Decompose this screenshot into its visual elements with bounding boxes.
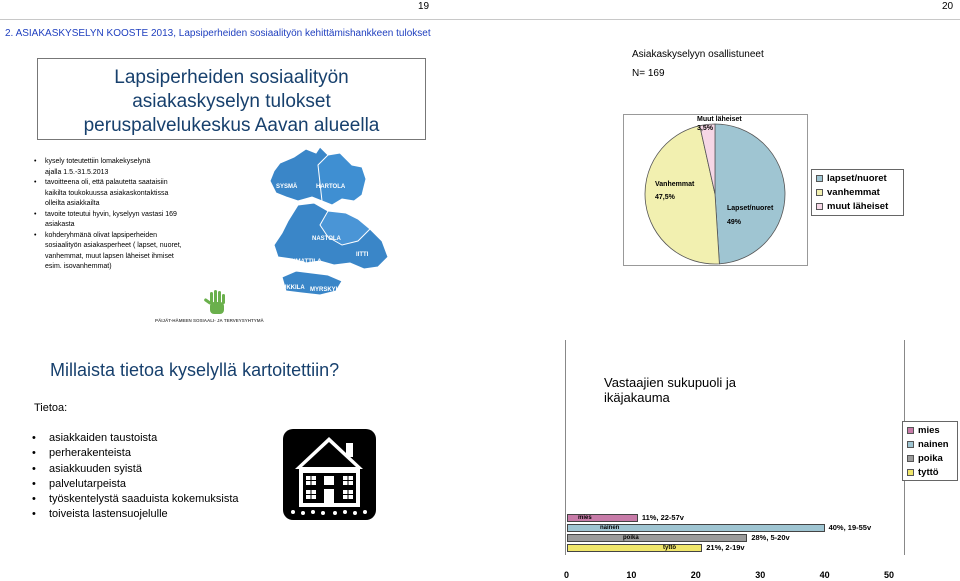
map-label-iitti: IITTI	[356, 252, 369, 258]
bar-tyttö	[567, 544, 702, 552]
slide3-bullet: • toiveista lastensuojelulle	[28, 507, 239, 522]
pie-value-vanhemmat: 47,5%	[655, 194, 675, 201]
bullet-line: • tavoite toteutui hyvin, kyselyyn vastasi 169	[45, 210, 177, 218]
bullet-line: vanhemmat, muut lapsen läheiset ihmiset	[45, 252, 174, 260]
slide1-title-line-3: peruspalvelukeskus Aavan alueella	[83, 115, 380, 136]
map-label-myrskyla: MYRSKYLÄ	[310, 287, 344, 293]
bar-value-label: 40%, 19-55v	[828, 523, 872, 532]
bar-value-label: 11%, 22-57v	[641, 513, 684, 522]
slide3-bullet: • asiakkuuden syistä	[28, 462, 239, 477]
x-tick-label: 40	[819, 570, 830, 580]
bullet-line: ajalla 1.5.-31.5.2013	[45, 168, 109, 176]
bullet-line: asiakasta	[45, 221, 75, 228]
slide3-bullet: • työskentelystä saaduista kokemuksista	[28, 492, 239, 507]
x-tick-label: 30	[755, 570, 766, 580]
bullet-line: • kysely toteutettiin lomakekyselynä	[45, 158, 151, 165]
map-label-hartola: HARTOLA	[316, 184, 346, 190]
logo-text: PÄIJÄT-HÄMEEN SOSIAALI- JA TERVEYSYHTYMÄ	[155, 318, 264, 323]
pie-n-label: N= 169	[632, 68, 665, 79]
x-tick-label: 20	[690, 570, 701, 580]
slide3-bullet: • palvelutarpeista	[28, 477, 239, 492]
legend-label: muut läheiset	[827, 201, 889, 212]
x-tick-label: 50	[884, 570, 895, 580]
map-label-nastola: NASTOLA	[312, 236, 341, 242]
bar-category-label: mies	[578, 514, 592, 521]
bar-category-label: nainen	[600, 524, 620, 531]
bar-value-label: 28%, 5-20v	[751, 533, 790, 542]
bullet-line: olleilta asiakkailta	[45, 200, 100, 207]
pie-label-muut: Muut läheiset	[697, 116, 742, 123]
page-header: 2. ASIAKASKYSELYN KOOSTE 2013, Lapsiperheiden sosiaalityön kehittämishankkeen tulokset	[5, 28, 431, 39]
page-number-right: 20	[942, 1, 954, 12]
bar-category-label: poika	[623, 534, 639, 541]
bullet-line: sosiaalityön asiakasperheet ( lapset, nuoret,	[45, 242, 182, 249]
slide1-title-line-1: Lapsiperheiden sosiaalityön	[114, 67, 349, 88]
bar-chart-title-line: Vastaajien sukupuoli ja	[604, 375, 737, 390]
legend-label: vanhemmat	[827, 187, 880, 198]
slide3-bullet: • asiakkaiden taustoista	[28, 431, 239, 446]
bullet-line: esim. isovanhemmat)	[45, 263, 112, 270]
bullet-line: • tavoitteena oli, että palautetta saataisiin	[45, 179, 168, 186]
legend-label: mies	[918, 425, 940, 436]
map-label-pukkila: PUKKILA	[278, 285, 305, 291]
pie-label-vanhemmat: Vanhemmat	[655, 181, 695, 188]
pie-value-muut: 3,5%	[697, 125, 713, 132]
legend-label: poika	[918, 453, 943, 464]
slide3-title: Millaista tietoa kyselyllä kartoitettiin?	[50, 360, 340, 380]
page-number-left: 19	[418, 1, 430, 12]
slide3-subtitle: Tietoa:	[34, 402, 68, 414]
x-tick-label: 10	[626, 570, 637, 580]
bullet-line: kaikilta toukokuussa asiakaskontaktissa	[45, 189, 169, 197]
bar-category-label: tyttö	[663, 544, 676, 551]
legend-label: nainen	[918, 439, 949, 450]
map-label-sysma: SYSMÄ	[276, 184, 298, 190]
bar-poika	[567, 534, 747, 542]
map-label-orimattila: ORIMATTILA	[285, 259, 322, 265]
bullet-line: • kohderyhmänä olivat lapsiperheiden	[45, 231, 158, 239]
bar-value-label: 21%, 2-19v	[706, 543, 745, 552]
legend-label: tyttö	[918, 467, 939, 478]
pie-label-lapset: Lapset/nuoret	[727, 205, 774, 212]
slide1-title-line-2: asiakaskyselyn tulokset	[132, 91, 331, 112]
pie-chart-title: Asiakaskyselyyn osallistuneet	[632, 49, 764, 60]
pie-value-lapset: 49%	[727, 219, 742, 226]
legend-label: lapset/nuoret	[827, 173, 887, 184]
slide3-bullet: • perherakenteista	[28, 446, 239, 461]
bar-chart-title-line: ikäjakauma	[604, 390, 670, 405]
x-tick-label: 0	[564, 570, 570, 580]
